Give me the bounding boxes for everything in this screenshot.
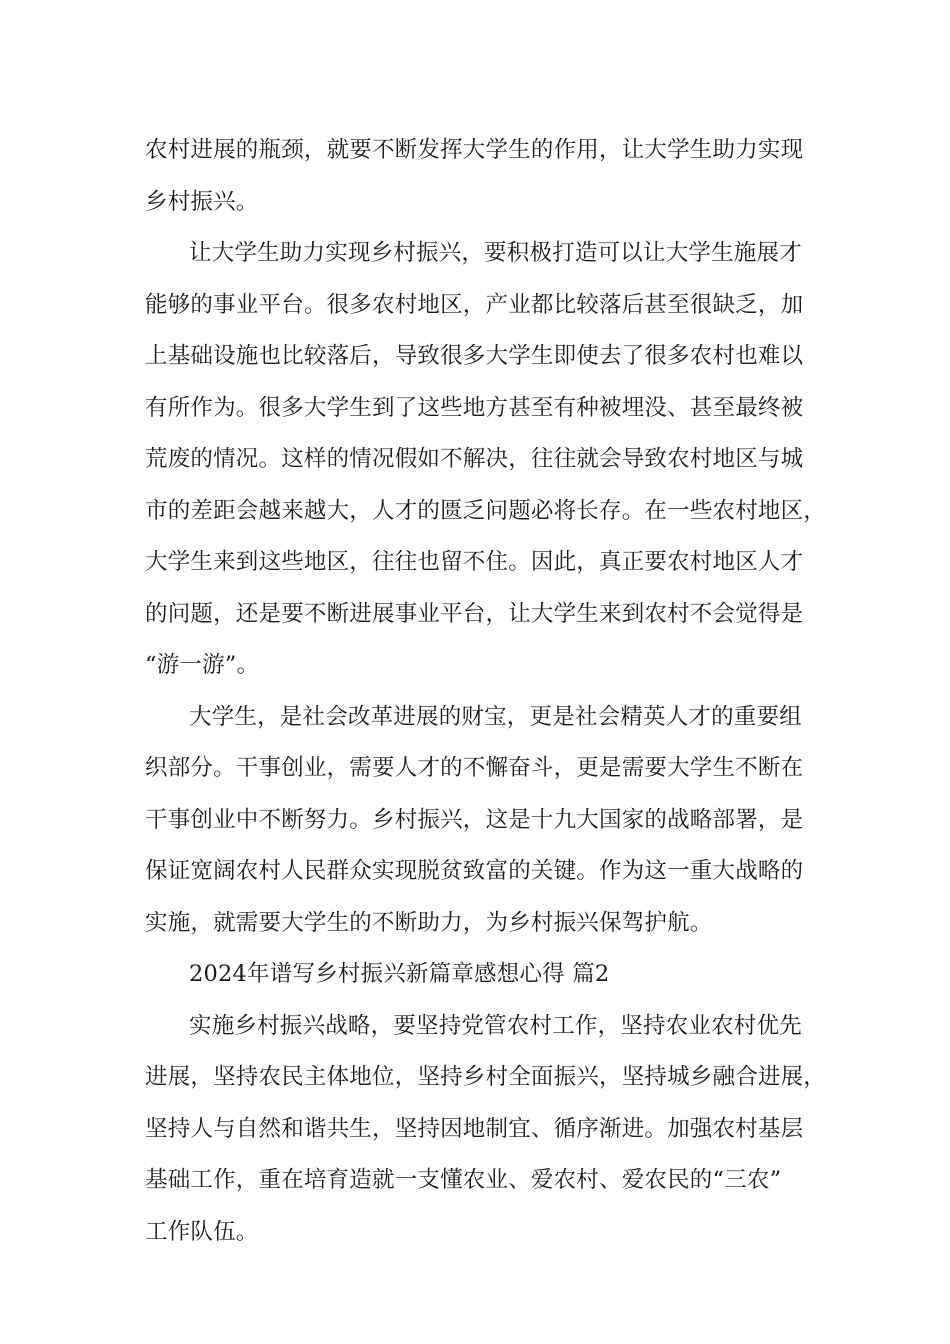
document-body: [145, 125, 825, 1258]
text-line: 基础工作，重在培育造就一支懂农业、爱农村、爱农民的“三农”: [145, 1167, 782, 1193]
text-line: 干事创业中不断努力。乡村振兴，这是十九大国家的战略部署，是: [145, 806, 804, 833]
text-line: 坚持人与自然和谐共生，坚持因地制宜、循序渐进。加强农村基层: [145, 1115, 804, 1142]
text-line: 让大学生助力实现乡村振兴，要积极打造可以让大学生施展才: [189, 240, 802, 266]
text-line: 实施乡村振兴战略，要坚持党管农村工作，坚持农业农村优先: [189, 1012, 802, 1039]
text-line: 工作队伍。: [145, 1218, 259, 1245]
text-line: 荒废的情况。这样的情况假如不解决，往往就会导致农村地区与城: [145, 446, 804, 472]
text-line: 实施，就需要大学生的不断助力，为乡村振兴保驾护航。: [145, 909, 713, 936]
text-line: 织部分。干事创业，需要人才的不懈奋斗，更是需要大学生不断在: [145, 755, 804, 781]
text-line: 有所作为。很多大学生到了这些地方甚至有种被埋没、甚至最终被: [145, 394, 804, 421]
text-line: 上基础设施也比较落后，导致很多大学生即使去了很多农村也难以: [145, 343, 804, 369]
text-line: 进展，坚持农民主体地位，坚持乡村全面振兴，坚持城乡融合进展，: [145, 1064, 827, 1090]
text-line: 大学生，是社会改革进展的财宝，更是社会精英人才的重要组: [189, 703, 802, 730]
text-line: 乡村振兴。: [145, 188, 259, 215]
section-heading: 2024年谱写乡村振兴新篇章感想心得 篇2: [189, 961, 610, 987]
text-line: 保证宽阔农村人民群众实现脱贫致富的关键。作为这一重大战略的: [145, 858, 804, 884]
text-line: 农村进展的瓶颈，就要不断发挥大学生的作用，让大学生助力实现: [145, 137, 804, 163]
text-line: 大学生来到这些地区，往往也留不住。因此，真正要农村地区人才: [145, 549, 804, 575]
text-line: 的问题，还是要不断进展事业平台，让大学生来到农村不会觉得是: [145, 600, 804, 627]
text-line: 市的差距会越来越大，人才的匮乏问题必将长存。在一些农村地区，: [145, 497, 827, 524]
text-line: 能够的事业平台。很多农村地区，产业都比较落后甚至很缺乏，加: [145, 291, 804, 318]
text-line: “游一游”。: [145, 652, 260, 678]
